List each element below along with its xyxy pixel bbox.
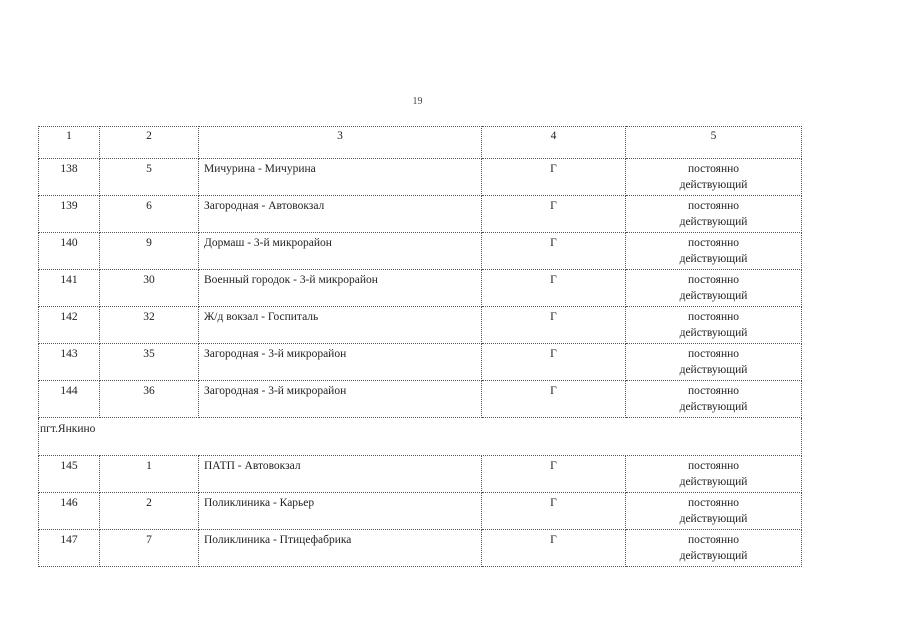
route-name-cell: Поликлиника - Карьер bbox=[199, 493, 482, 530]
route-number-cell: 30 bbox=[100, 270, 199, 307]
table-row bbox=[39, 233, 802, 270]
route-type-cell: Г bbox=[482, 307, 626, 344]
routes-table bbox=[38, 126, 802, 567]
row-number-cell: 140 bbox=[39, 233, 100, 270]
status-line-2: действующий bbox=[679, 550, 748, 562]
status-line-2: действующий bbox=[679, 253, 748, 265]
route-status-cell bbox=[626, 270, 802, 307]
status-line-1: постоянно bbox=[687, 274, 740, 286]
route-type-cell: Г bbox=[482, 456, 626, 493]
row-number-cell: 139 bbox=[39, 196, 100, 233]
route-number-cell: 32 bbox=[100, 307, 199, 344]
route-name-cell: Загородная - 3-й микрорайон bbox=[199, 381, 482, 418]
route-type-cell: Г bbox=[482, 196, 626, 233]
route-name-cell: Мичурина - Мичурина bbox=[199, 159, 482, 196]
row-number-cell: 141 bbox=[39, 270, 100, 307]
status-line-2: действующий bbox=[679, 327, 748, 339]
status-line-1: постоянно bbox=[687, 534, 740, 546]
status-line-2: действующий bbox=[679, 401, 748, 413]
header-col-2: 2 bbox=[100, 127, 199, 159]
route-number-cell: 5 bbox=[100, 159, 199, 196]
status-line-1: постоянно bbox=[687, 497, 740, 509]
status-line-1: постоянно bbox=[687, 311, 740, 323]
status-line-1: постоянно bbox=[687, 163, 740, 175]
row-number-cell: 144 bbox=[39, 381, 100, 418]
route-status-cell bbox=[626, 530, 802, 567]
status-line-2: действующий bbox=[679, 476, 748, 488]
route-name-cell: Загородная - 3-й микрорайон bbox=[199, 344, 482, 381]
route-type-cell: Г bbox=[482, 270, 626, 307]
status-line-1: постоянно bbox=[687, 460, 740, 472]
status-line-2: действующий bbox=[679, 290, 748, 302]
header-row bbox=[39, 127, 802, 159]
route-name-cell: Ж/д вокзал - Госпиталь bbox=[199, 307, 482, 344]
row-number-cell: 143 bbox=[39, 344, 100, 381]
page-number: 19 bbox=[412, 96, 423, 107]
status-line-1: постоянно bbox=[687, 200, 740, 212]
route-number-cell: 2 bbox=[100, 493, 199, 530]
route-name-cell: Загородная - Автовокзал bbox=[199, 196, 482, 233]
route-name-cell: ПАТП - Автовокзал bbox=[199, 456, 482, 493]
route-type-cell: Г bbox=[482, 159, 626, 196]
row-number-cell: 138 bbox=[39, 159, 100, 196]
table-row bbox=[39, 196, 802, 233]
status-line-2: действующий bbox=[679, 179, 748, 191]
route-name-cell: Поликлиника - Птицефабрика bbox=[199, 530, 482, 567]
table-row bbox=[39, 307, 802, 344]
route-status-cell bbox=[626, 159, 802, 196]
route-status-cell bbox=[626, 493, 802, 530]
route-number-cell: 1 bbox=[100, 456, 199, 493]
header-col-1: 1 bbox=[39, 127, 100, 159]
table-row bbox=[39, 344, 802, 381]
section-row bbox=[39, 418, 802, 456]
route-type-cell: Г bbox=[482, 233, 626, 270]
route-number-cell: 35 bbox=[100, 344, 199, 381]
route-type-cell: Г bbox=[482, 530, 626, 567]
header-col-3: 3 bbox=[199, 127, 482, 159]
table-row bbox=[39, 530, 802, 567]
table-row bbox=[39, 493, 802, 530]
route-status-cell bbox=[626, 196, 802, 233]
row-number-cell: 147 bbox=[39, 530, 100, 567]
table-row bbox=[39, 159, 802, 196]
status-line-1: постоянно bbox=[687, 348, 740, 360]
route-name-cell: Военный городок - 3-й микрорайон bbox=[199, 270, 482, 307]
route-type-cell: Г bbox=[482, 493, 626, 530]
status-line-2: действующий bbox=[679, 216, 748, 228]
row-number-cell: 146 bbox=[39, 493, 100, 530]
route-number-cell: 9 bbox=[100, 233, 199, 270]
route-number-cell: 36 bbox=[100, 381, 199, 418]
status-line-2: действующий bbox=[679, 513, 748, 525]
route-type-cell: Г bbox=[482, 344, 626, 381]
route-status-cell bbox=[626, 381, 802, 418]
route-number-cell: 7 bbox=[100, 530, 199, 567]
header-col-4: 4 bbox=[482, 127, 626, 159]
route-status-cell bbox=[626, 344, 802, 381]
status-line-1: постоянно bbox=[687, 385, 740, 397]
section-label: пгт.Янкино bbox=[39, 418, 802, 456]
route-type-cell: Г bbox=[482, 381, 626, 418]
table-row bbox=[39, 456, 802, 493]
table-row bbox=[39, 381, 802, 418]
status-line-1: постоянно bbox=[687, 237, 740, 249]
row-number-cell: 142 bbox=[39, 307, 100, 344]
header-col-5: 5 bbox=[626, 127, 802, 159]
route-number-cell: 6 bbox=[100, 196, 199, 233]
route-status-cell bbox=[626, 456, 802, 493]
route-status-cell bbox=[626, 233, 802, 270]
row-number-cell: 145 bbox=[39, 456, 100, 493]
status-line-2: действующий bbox=[679, 364, 748, 376]
route-name-cell: Дормаш - 3-й микрорайон bbox=[199, 233, 482, 270]
route-status-cell bbox=[626, 307, 802, 344]
table-row bbox=[39, 270, 802, 307]
